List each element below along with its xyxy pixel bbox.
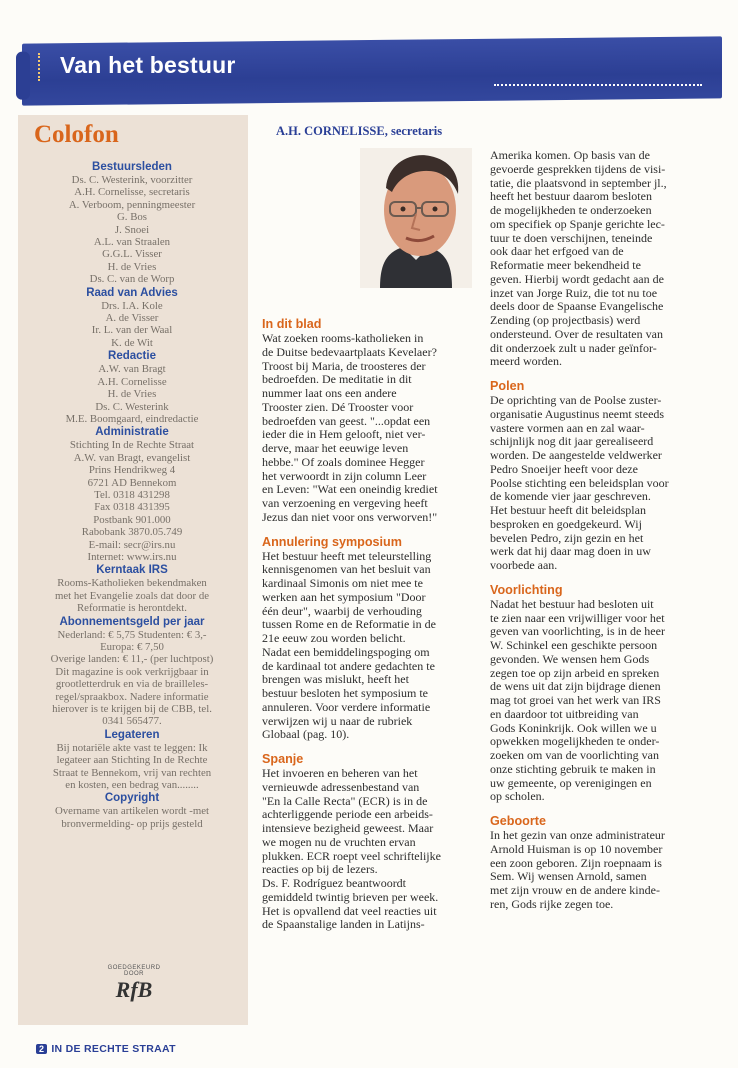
article-line: bevelen Pedro, zijn gezin en het [490,530,644,545]
article-line: bestuur besloten het symposium te [262,686,428,700]
article-line: Ds. F. Rodríguez beantwoordt [262,876,407,890]
colofon-line: A.H. Cornelisse [97,375,167,388]
article-line: de Duitse bedevaartplaats Kevelaer? [262,344,437,359]
article-line: Gods Koninkrijk. Ook willen we u [490,720,657,735]
article-line: de komende vier jaar geschreven. [490,489,651,504]
colofon-line: Europa: € 7,50 [100,641,164,653]
article-line: Het bestuur heeft met teleurstelling [262,548,432,563]
colofon-line: G. Bos [117,211,147,224]
colofon-line: A.H. Cornelisse, secretaris [74,186,190,199]
article-author: A.H. CORNELISSE, secretaris [276,124,443,138]
portrait-photo [360,148,472,288]
article-line: zoeken om van de voorlichting van [490,748,659,762]
paragraph-gap [490,573,722,583]
colofon-line: Drs. I.A. Kole [101,299,163,312]
article-line: "En la Calle Recta" (ECR) is in de [262,793,428,808]
article-line: kardinaal Simonis om niet mee te [262,576,423,590]
colofon-line: J. Snoei [114,223,150,236]
article-line: besproken en goedgekeurd. Wij [490,516,642,531]
article-line: Amerika komen. Op basis van de [490,148,650,162]
colofon-line: Stichting In de Rechte Straat [69,439,195,452]
colofon-line: E-mail: secr@irs.nu [88,538,176,551]
paragraph-gap [490,369,722,379]
article-line: achterliggende periode een arbeids- [262,807,433,822]
article-line: ondersteund. Over de resultaten van [490,326,663,341]
colofon-line: Straat te Bennekom, vrij van rechten [52,766,212,779]
colofon-line: Reformatie is herontdekt. [76,602,188,615]
article-line: gemiddeld twintig brieven per week. [262,889,439,904]
article-line: Pedro Snoeijer heeft voor deze [490,461,638,476]
colofon-line: M.E. Boomgaard, eindredactie [65,412,199,425]
article-line: ieder die in Hem gelooft, niet ver- [262,427,426,442]
article-line: één deur", waarbij de verhouding [262,603,422,618]
article-line: te zien naar een vrijwilliger voor het [490,610,665,625]
article-line: een zoon geboren. Zijn roepnaam is [490,855,662,870]
article-line: en Leven: "Wat een oneindig krediet [262,482,438,497]
article-line: Nadat een bemiddelingspoging om [262,644,430,659]
article-line: en daardoor tot uitbreiding van [490,706,639,721]
article-line: de mogelijkheden te onderzoeken [490,203,652,217]
colofon-line: A.L. van Straalen [93,236,171,249]
paragraph-gap [490,804,722,814]
article-line: Het is opvallend dat veel reacties uit [262,903,437,918]
article-line: Nadat het bestuur had besloten uit [490,596,654,611]
banner-title: Van het bestuur [60,52,236,78]
colofon-line: 0341 565477. [102,715,162,728]
article-line: organisatie Augustinus neemt steeds [490,406,665,421]
colofon-line: en kosten, een bedrag van........ [65,779,199,792]
article-line: worden. De aangestelde veldwerker [490,448,662,462]
article-line: Jezus dan niet voor ons verworven!" [262,509,438,524]
article-column-middle [262,317,480,932]
colofon-line: H. de Vries [107,388,157,401]
article-line: Zending (op projectbasis) werd [490,313,641,327]
article-line: bedroefden. De meditatie in dit [262,372,412,387]
colofon-line: A. Verboom, penningmeester [68,198,196,211]
article-subheading: Annulering symposium [262,534,402,549]
colofon-line: 6721 AD Bennekom [87,476,177,489]
article-line: geven. Hierbij wordt gedacht aan de [490,271,664,286]
article-line: Sem. Wij wensen Arnold, samen [490,869,647,884]
publication-name: IN DE RECHTE STRAAT [51,1043,176,1055]
colofon-title: Colofon [34,121,119,148]
article-line: tatie, die plaatsvond in september jl., [490,175,667,190]
colofon-heading: Copyright [104,792,160,805]
article-line: kennisgenomen van het besluit van [262,562,431,577]
article-line: om specifiek op Spanje gerichte lec- [490,216,665,231]
banner-dotted-rule [494,84,702,86]
article-line: In het gezin van onze administrateur [490,828,665,842]
colofon-line: A. de Visser [105,312,159,325]
colofon-line: Ds. C. van de Worp [89,273,175,286]
article-line: de Spaanstalige landen in Latijns- [262,917,425,932]
article-line: opwekken mogelijkheden te onder- [490,734,660,749]
article-line: mag tot groei van het werk van IRS [490,693,661,707]
colofon-line: Dit magazine is ook verkrijgbaar in [55,665,209,678]
article-line: het verwoordt in zijn column Leer [262,468,427,483]
colofon-line: Tel. 0318 431298 [94,488,170,501]
article-line: W. Schinkel een geschikte persoon [490,638,658,652]
article-line: nummer laat ons een andere [262,386,397,400]
article-line: vastere vormen aan en zal waar- [490,420,645,435]
article-line: De oprichting van de Poolse zuster- [490,393,662,407]
article-subheading: In dit blad [262,317,322,331]
article-line: tussen Rome en de Reformatie in de [262,617,436,632]
colofon-heading: Administratie [95,426,169,439]
article-line: tuur te doen verschijnen, teneinde [490,230,653,245]
colofon-line: grootletterdruk en via de brailleles- [55,678,209,691]
article-line: Reformatie meer bekendheid te [490,258,641,272]
colofon-line: Fax 0318 431395 [94,501,170,514]
colofon-line: A.W. van Bragt, evangelist [73,451,191,464]
rfb-logo [104,965,164,1011]
article-line: deels door de Spaanse Evangelische [490,299,664,314]
article-line: op scholen. [490,789,545,804]
article-line: Het invoeren en beheren van het [262,766,418,780]
article-line: intensieve bezigheid geweest. Maar [262,821,434,835]
colofon-line: Internet: www.irs.nu [87,550,177,563]
colofon-heading: Legateren [104,728,160,741]
article-line: Wat zoeken rooms-katholieken in [262,331,424,345]
colofon-heading: Abonnementsgeld per jaar [59,615,205,628]
colofon-line: Rooms-Katholieken bekendmaken [57,577,207,590]
colofon-line: hierover is te krijgen bij de CBB, tel. [52,703,212,716]
colofon-line: K. de Wit [111,336,153,349]
page-footer [36,1043,176,1055]
colofon-line: Bij notariële akte vast te leggen: Ik [56,741,208,754]
article-line: derve, maar het eeuwige leven [262,441,409,455]
article-line: werk dat hij daar mag doen in uw [490,544,651,559]
article-line: onze stichting gebruik te maken in [490,761,656,776]
article-line: uw gemeente, op verenigingen en [490,775,652,790]
article-line: geven van voorlichting, is in de heer [490,624,665,639]
colofon-line: regel/spraakbox. Nadere informatie [55,690,209,703]
article-line: gevonden. We wensen hem Gods [490,651,650,666]
colofon-line: Postbank 901.000 [93,513,171,526]
article-subheading: Spanje [262,752,304,766]
colofon-line: Nederland: € 5,75 Studenten: € 3,- [57,628,207,641]
paragraph-gap [262,525,480,535]
article-line: van verzoening en vergeving heeft [262,496,428,510]
article-subheading: Geboorte [490,814,546,828]
colofon-line: Ds. C. Westerink, voorzitter [71,174,193,186]
colofon-line: G.G.L. Visser [102,248,162,261]
article-line: brengen was mislukt, heeft het [262,672,409,687]
colofon-heading: Raad van Advies [86,286,178,299]
article-line: Arnold Huisman is op 10 november [490,841,663,856]
article-line: meerd worden. [490,354,562,369]
article-line: schijnlijk nog dit jaar gerealiseerd [490,434,654,449]
article-line: werken aan het symposium "Door [262,589,426,604]
article-line: Troost bij Maria, de troosteres der [262,358,426,373]
colofon-line: H. de Vries [107,260,157,273]
article-line: Trooster zien. Dé Trooster voor [262,399,414,414]
article-line: bedroefden van geest. "...opdat een [262,413,431,428]
article-line: plukken. ECR roept veel schriftelijke [262,848,441,863]
article-line: 21e eeuw zou worden belicht. [262,631,406,645]
article-line: met zijn vrouw en de andere kinde- [490,883,660,897]
article-line: gevoerde gesprekken tijdens de visi- [490,161,666,176]
article-line: de kardinaal tot andere gedachten te [262,658,435,673]
article-line: Het bestuur heeft dit beleidsplan [490,503,646,517]
colofon-heading: Kerntaak IRS [96,564,168,577]
colofon-body [22,160,242,830]
colofon-heading: Bestuursleden [92,161,172,173]
article-line: annuleren. Voor verdere informatie [262,699,431,714]
colofon-line: Overname van artikelen wordt -met [54,805,210,818]
article-line: inzet van Jorge Ruiz, die tot nu toe [490,285,658,300]
article-line: de wens uit dat zijn bijdrage dienen [490,679,661,694]
article-subheading: Voorlichting [490,582,563,597]
banner-dotted-line [38,53,40,81]
article-line: vernieuwde adressenbestand van [262,779,420,794]
paragraph-gap [262,742,480,752]
article-line: reacties op bij de lezers. [262,862,378,877]
article-line: dit onderzoek zult u nader geïnfor- [490,340,657,355]
colofon-line: Overige landen: € 11,- (per luchtpost) [50,653,214,666]
article-line: Poolse stichting een beleidsplan voor [490,475,669,490]
colofon-line: Prins Hendrikweg 4 [88,464,176,477]
page-number: 2 [36,1044,47,1054]
colofon-line: legateer aan Stichting In de Rechte [56,754,208,767]
colofon-line: Rabobank 3870.05.749 [81,526,183,539]
article-column-right [490,149,722,912]
colofon-line: bronvermelding- op prijs gesteld [61,817,203,830]
article-line: ren, Gods rijke zegen toe. [490,896,614,911]
logo-caption: GOEDGEKEURD DOOR [107,965,161,977]
article-subheading: Polen [490,379,525,393]
logo-mark: RfB [115,977,153,1002]
article-line: we mogen nu de vruchten ervan [262,834,416,849]
colofon-line: A.W. van Bragt [98,363,166,376]
article-line: hebbe." Of zoals dominee Hegger [262,454,425,469]
article-line: voorbede aan. [490,558,558,572]
article-line: heeft het bestuur daarom besloten [490,189,652,204]
colofon-line: Ir. L. van der Waal [91,324,173,337]
article-line: zegen toe op zijn arbeid en spreken [490,665,660,680]
article-line: Globaal (pag. 10). [262,727,350,742]
article-line: verwijzen wij u naar de rubriek [262,713,413,728]
colofon-heading: Redactie [108,350,156,363]
colofon-line: Ds. C. Westerink [95,400,169,413]
article-line: ook daar het erfgoed van de [490,244,624,259]
colofon-line: met het Evangelie zoals dat door de [54,589,210,602]
